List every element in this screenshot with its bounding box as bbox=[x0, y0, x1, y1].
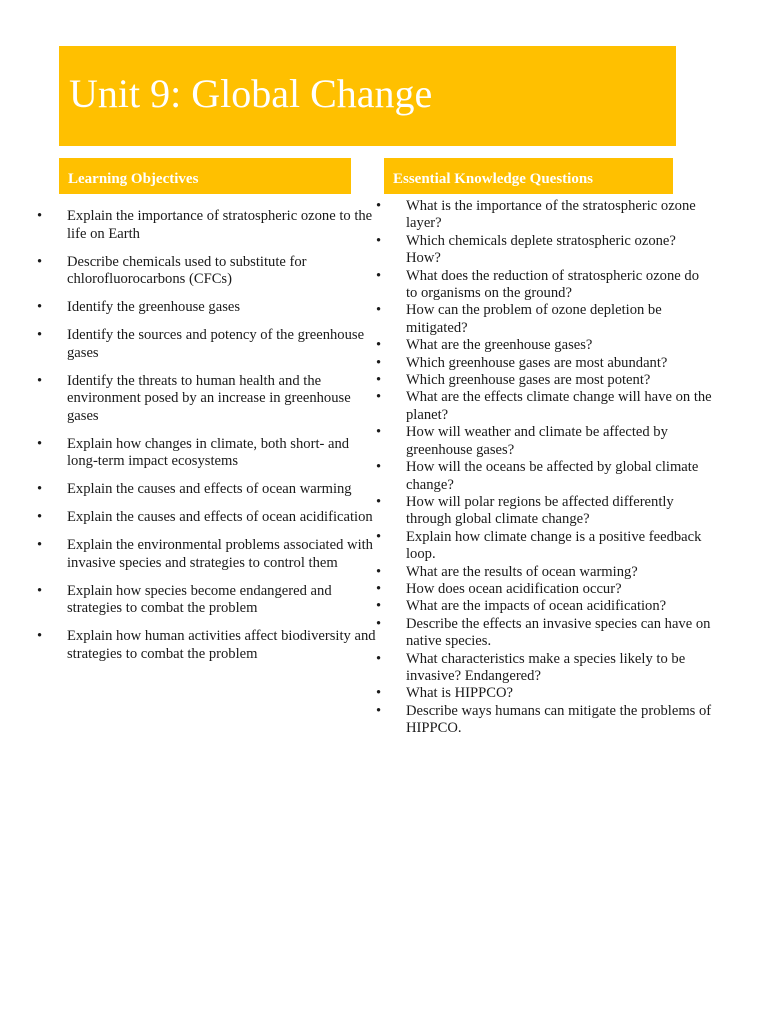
bullet-icon: • bbox=[376, 580, 382, 597]
page-title: Unit 9: Global Change bbox=[69, 71, 433, 116]
list-item-text: Explain how human activities affect biodiversity and strategies to combat the problem bbox=[67, 628, 376, 662]
bullet-icon: • bbox=[376, 528, 382, 545]
bullet-icon: • bbox=[376, 563, 382, 580]
list-item bbox=[376, 389, 712, 424]
list-item bbox=[376, 355, 712, 372]
list-item bbox=[376, 529, 712, 564]
bullet-icon: • bbox=[37, 327, 43, 343]
bullet-icon: • bbox=[376, 354, 382, 371]
bullet-icon: • bbox=[376, 302, 382, 319]
bullet-icon: • bbox=[376, 198, 382, 214]
list-item-text: What characteristics make a species likely to be invasive? Endangered? bbox=[406, 650, 686, 684]
list-item-text: How can the problem of ozone depletion be mitigated? bbox=[406, 302, 662, 336]
list-item-text: Describe the effects an invasive species can have on native species. bbox=[406, 615, 711, 650]
bullet-icon: • bbox=[37, 582, 43, 599]
list-item-text: Describe chemicals used to substitute for chlorofluorocarbons (CFCs) bbox=[67, 253, 307, 287]
list-item-text: What is HIPPCO? bbox=[406, 685, 514, 702]
list-item bbox=[376, 268, 712, 303]
list-item-text: Identify the sources and potency of the greenhouse gases bbox=[67, 327, 365, 361]
list-item-text: Explain how climate change is a positive feedback loop. bbox=[406, 528, 702, 563]
list-item bbox=[376, 233, 712, 268]
bullet-icon: • bbox=[376, 493, 382, 510]
bullet-icon: • bbox=[376, 615, 382, 632]
list-item bbox=[376, 598, 712, 615]
list-item-text: Which chemicals deplete stratospheric ozone? How? bbox=[406, 232, 676, 267]
title-banner bbox=[59, 46, 676, 146]
list-item-text: Explain how changes in climate, both short- and long-term impact ecosystems bbox=[67, 435, 350, 469]
list-item-text: What is the importance of the stratospheric ozone layer? bbox=[406, 198, 696, 232]
list-item-text: How will the oceans be affected by global climate change? bbox=[406, 459, 699, 493]
bullet-icon: • bbox=[376, 424, 382, 441]
list-item-text: Explain the importance of stratospheric ozone to the life on Earth bbox=[67, 208, 373, 242]
list-item bbox=[37, 299, 382, 317]
list-item bbox=[376, 581, 712, 598]
list-item bbox=[37, 436, 382, 471]
bullet-icon: • bbox=[376, 267, 382, 284]
list-item-text: Which greenhouse gases are most potent? bbox=[406, 372, 651, 389]
list-item bbox=[376, 424, 712, 459]
list-item bbox=[37, 373, 382, 426]
list-item-text: Describe ways humans can mitigate the problems of HIPPCO. bbox=[406, 702, 712, 737]
bullet-icon: • bbox=[37, 481, 43, 497]
bullet-icon: • bbox=[37, 208, 43, 224]
learning-objectives-list bbox=[37, 208, 382, 674]
list-item-text: Explain the causes and effects of ocean warming bbox=[67, 481, 352, 497]
list-item-text: Identify the threats to human health and the environment posed by an increase in greenhouse gases bbox=[67, 372, 351, 424]
list-item bbox=[37, 481, 382, 499]
list-item bbox=[376, 564, 712, 581]
bullet-icon: • bbox=[37, 372, 43, 389]
list-item bbox=[376, 685, 712, 702]
bullet-icon: • bbox=[376, 337, 382, 354]
bullet-icon: • bbox=[376, 372, 382, 389]
list-item-text: How will weather and climate be affected by greenhouse gases? bbox=[406, 424, 668, 458]
essential-questions-list bbox=[376, 198, 712, 738]
list-item-text: Explain how species become endangered and strategies to combat the problem bbox=[67, 582, 332, 616]
list-item bbox=[376, 703, 712, 738]
bullet-icon: • bbox=[37, 299, 43, 315]
bullet-icon: • bbox=[376, 685, 382, 702]
list-item bbox=[37, 254, 382, 289]
bullet-icon: • bbox=[376, 598, 382, 615]
bullet-icon: • bbox=[37, 628, 43, 644]
list-item-text: What are the impacts of ocean acidification? bbox=[406, 598, 667, 615]
list-item bbox=[37, 208, 382, 243]
list-item bbox=[376, 337, 712, 354]
bullet-icon: • bbox=[376, 232, 382, 249]
list-item-text: What are the effects climate change will have on the planet? bbox=[406, 389, 712, 423]
list-item-text: Identify the greenhouse gases bbox=[67, 299, 241, 315]
bullet-icon: • bbox=[376, 389, 382, 406]
list-item-text: What are the results of ocean warming? bbox=[406, 563, 638, 580]
list-item-text: What are the greenhouse gases? bbox=[406, 337, 593, 354]
bullet-icon: • bbox=[376, 702, 382, 719]
list-item-text: What does the reduction of stratospheric ozone do to organisms on the ground? bbox=[406, 267, 699, 302]
list-item-text: How does ocean acidification occur? bbox=[406, 580, 622, 597]
list-item bbox=[376, 494, 712, 529]
list-item bbox=[376, 459, 712, 494]
learning-objectives-header: Learning Objectives bbox=[59, 158, 351, 194]
list-item bbox=[37, 580, 382, 618]
bullet-icon: • bbox=[37, 509, 43, 525]
bullet-icon: • bbox=[376, 650, 382, 667]
list-item bbox=[37, 628, 382, 663]
list-item bbox=[376, 302, 712, 337]
bullet-icon: • bbox=[37, 253, 43, 270]
list-item bbox=[376, 616, 712, 651]
bullet-icon: • bbox=[376, 459, 382, 476]
list-item-text: Which greenhouse gases are most abundant? bbox=[406, 354, 668, 371]
list-item bbox=[376, 372, 712, 389]
essential-questions-header: Essential Knowledge Questions bbox=[384, 158, 673, 194]
bullet-icon: • bbox=[37, 537, 43, 553]
list-item bbox=[376, 651, 712, 686]
bullet-icon: • bbox=[37, 435, 43, 452]
list-item bbox=[37, 537, 382, 572]
list-item-text: How will polar regions be affected differently through global climate change? bbox=[406, 493, 674, 528]
list-item bbox=[376, 198, 712, 233]
list-item-text: Explain the causes and effects of ocean acidification bbox=[67, 509, 373, 525]
list-item bbox=[37, 509, 382, 527]
list-item-text: Explain the environmental problems associated with invasive species and strategies to control them bbox=[67, 537, 373, 571]
list-item bbox=[37, 327, 382, 362]
